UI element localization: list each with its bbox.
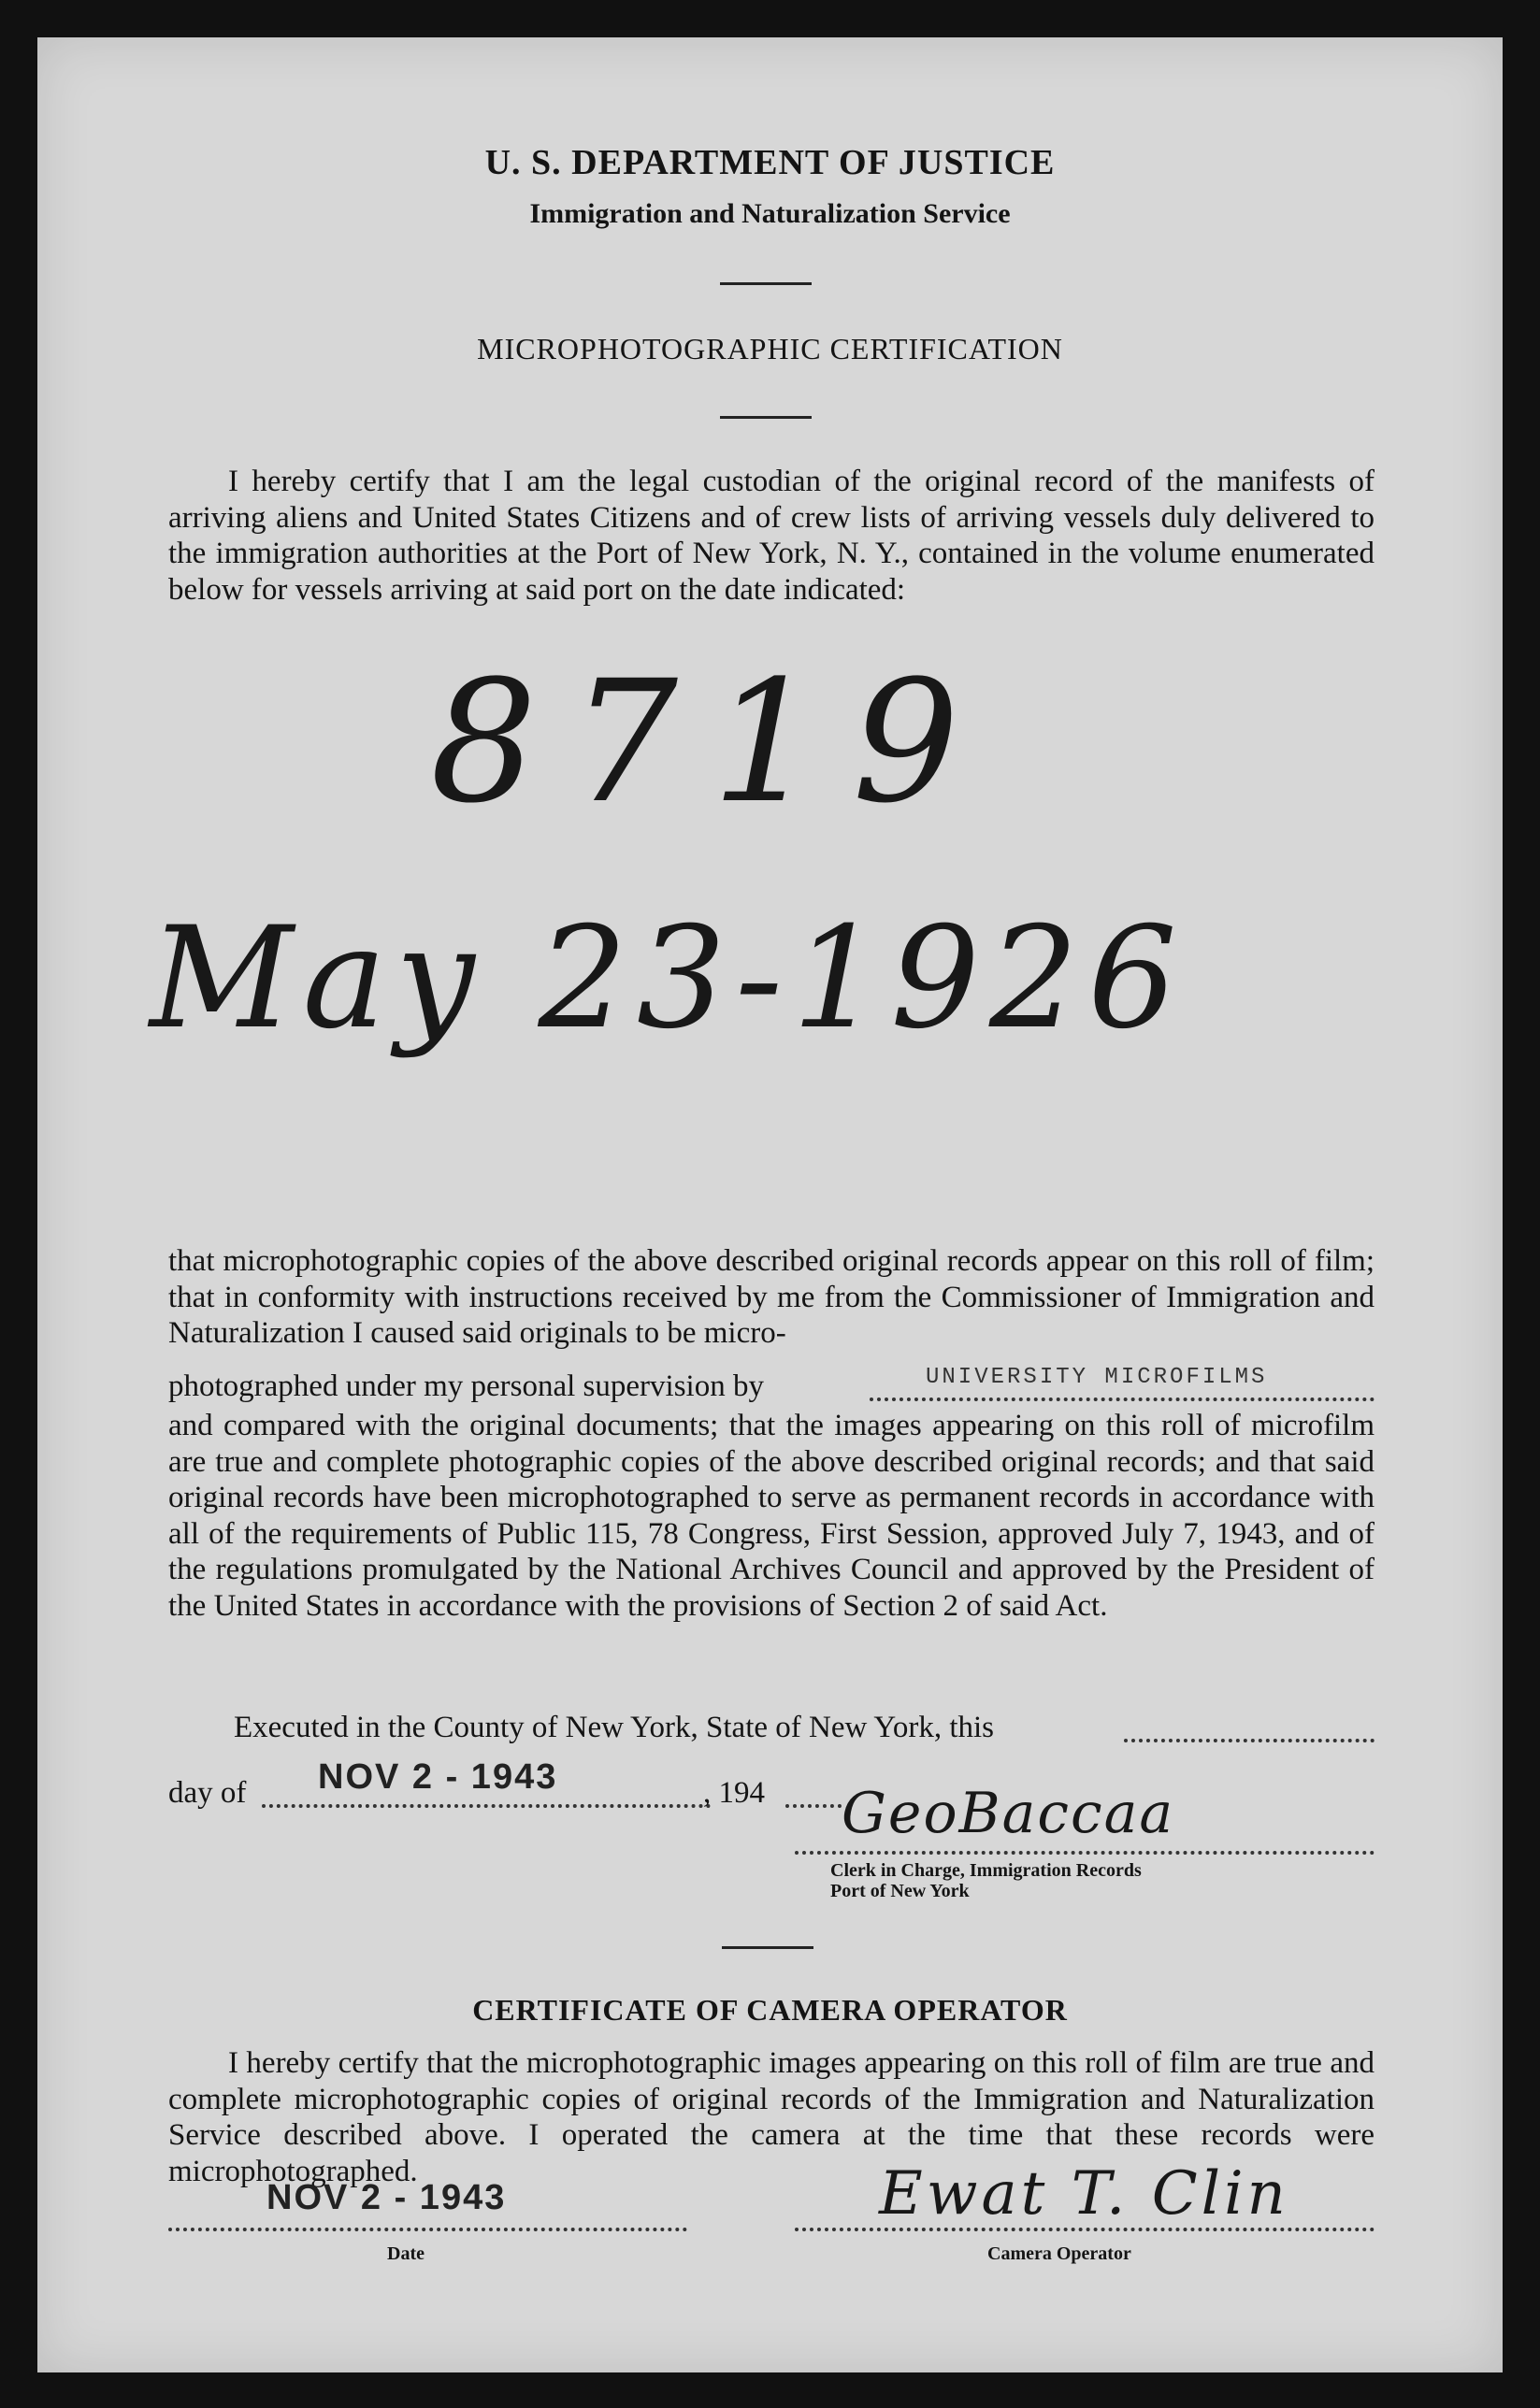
divider-rule — [720, 282, 812, 285]
divider-rule — [722, 1946, 813, 1949]
certification-title: MICROPHOTOGRAPHIC CERTIFICATION — [477, 332, 1063, 366]
photographer-name: UNIVERSITY MICROFILMS — [926, 1365, 1268, 1390]
date-stamp: NOV 2 - 1943 — [318, 1757, 558, 1797]
camera-operator-line — [795, 2228, 1374, 2231]
date-label: Date — [387, 2243, 425, 2264]
handwritten-volume-number: 8719 — [430, 645, 994, 840]
camera-operator-signature: Ewat T. Clin — [879, 2159, 1289, 2229]
photographed-by-label: photographed under my personal supervision by — [168, 1369, 764, 1403]
camera-certificate-title: CERTIFICATE OF CAMERA OPERATOR — [472, 1993, 1068, 2027]
signer-title: Clerk in Charge, Immigration Records — [830, 1860, 1142, 1881]
photographer-line — [870, 1398, 1374, 1401]
day-of-label: day of — [168, 1776, 247, 1810]
clerk-signature: GeoBaccaa — [842, 1781, 1175, 1846]
body-paragraph-bottom: and compared with the original documents; that the images appearing on this roll of microfilm are true and complete photographic copies of the above described original records; and that said original records have been microphotographed to serve as permanent records in accordance with all of the requirements of Public 115, 78 Congress, First Session, approved July 7, 1943, and of the regulations promulgated by the National Archives Council and approved by the President of the United States in accordance with the provisions of Section 2 of said Act. — [168, 1409, 1374, 1623]
handwritten-arrival-date: May 23-1926 — [150, 897, 1187, 1060]
year-line — [785, 1804, 842, 1808]
camera-paragraph: I hereby certify that the microphotographic images appearing on this roll of film are true and complete microphotographic copies of original records of the Immigration and Naturalization Service described above. I operated the camera at the time that these records were microphotographed. — [168, 2046, 1374, 2188]
camera-date-line — [168, 2228, 687, 2231]
clerk-signature-line — [795, 1851, 1374, 1855]
day-of-line — [262, 1804, 711, 1808]
camera-operator-label: Camera Operator — [987, 2243, 1131, 2264]
divider-rule — [720, 416, 812, 419]
signer-location: Port of New York — [830, 1881, 970, 1901]
service-subheading: Immigration and Naturalization Service — [529, 198, 1011, 229]
executed-day-line — [1124, 1739, 1374, 1742]
camera-date-stamp: NOV 2 - 1943 — [266, 2178, 507, 2217]
department-heading: U. S. DEPARTMENT OF JUSTICE — [484, 143, 1056, 182]
body-paragraph-top: that microphotographic copies of the above described original records appear on this roll of film; that in conformity with instructions received by me from the Commissioner of Immigration and Naturalization I caused said originals to be micro- — [168, 1244, 1374, 1350]
intro-paragraph: I hereby certify that I am the legal custodian of the original record of the manifests of arriving aliens and United States Citizens and of crew lists of arriving vessels duly delivered to the immigration authorities at the Port of New York, N. Y., contained in the volume enumerated below for vessels arriving at said port on the date indicated: — [168, 465, 1374, 607]
executed-text: Executed in the County of New York, State of New York, this — [234, 1711, 995, 1744]
certificate-page — [37, 37, 1503, 2372]
year-label: , 194 — [703, 1776, 765, 1810]
